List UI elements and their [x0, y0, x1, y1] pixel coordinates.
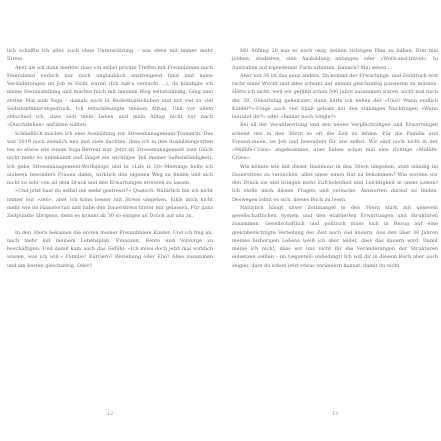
paragraph: »Und jetzt hast du selbst nie mehr gestresst?« Quatsch. Natürlich bin ich nicht immer nur »zen«, aber ich kann besser mit Stress umgehen, fühle mich nicht mehr wie im Hamsterrad und habe den Dauerstress hinter mir gelassen. Für ganz Zeitpunkte übrigens, denn es kommt ab 30 so einiges an Druck auf uns zu.: [7, 188, 213, 219]
paragraph: Natürlich hängt unser Zeitmangel in den 30ern stark mit unserem gesellschaftlichen System und den etablierten Erwartungen und Strukturen zusammen. Gesellschaftlich und politisch muss sich in Bezug auf eine gleichberechtigte Verteilung der Zeit noch viel ändern. Aus den über 30 Jahren meines bisherigen Lebens weiß ich aber leider, dass das dauern wird. Damit meine ich nicht, dass wir uns nicht für die Veränderungen der Strukturen einsetzen sollten – im Gegenteil: unbedingt! Ich will dir in diesem Buch aber auch zeigen, dass du schon jetzt etwas verändern kannst, damit du nicht: [232, 204, 438, 269]
paragraph: Wie könnte wie mit dieser Rushhour in den 30ern umgehen, statt ständig im Dauerstress zu versuchen, alles unter einen Hut zu bekommen? Wie werden wir den Druck los und bringen mehr Zufriedenheit und Leichtigkeit in unser Leben? Ich stelle mich diesen Fragen und versuche, Antworten darauf zu finden. Deswegen lohnt es sich, dieses Buch zu lesen.: [232, 163, 438, 203]
left-page: [7, 47, 213, 417]
left-page-text: [7, 47, 213, 270]
right-page-text: [232, 47, 438, 270]
paragraph: lich schaffte ich alles auch ohne Unterstützung – war eben mit immer mehr Stress.: [7, 48, 213, 63]
paragraph: Mit Anfang 20 war es noch okay, keinen richtigen Plan zu haben. Erst mal jobben, studieren, eine Ausbildung anfangen oder »Work-and-travel«. In Australien auf irgendeiner Farm arbeiten. Danach? Mal sehen …: [232, 48, 438, 71]
paragraph: In den 30ern bekamen die ersten meiner Freundinnen Kinder. Und ich fing an, mich mehr mit meinem Lebensplan, Finanzen, Rente und Vorsorge zu beschäftigen. Und damit kam auch das Gefühl: »Ich muss doch jetzt mal wirklich wissen, was ich will.« Familie? Karriere? Beziehung oder Ehe? Alles zusammen und am besten gleichzeitig. Oder?: [7, 229, 213, 269]
right-page-number: 13: [331, 411, 339, 417]
left-page-number: 12: [106, 411, 114, 417]
paragraph: Schließlich machte ich eine Ausbildung zur Stressmanagement-Trainerin. Das war 2019 noch ziemlich neu und viele dachten, dass ich in den Ausbildungsorten bei so etwas wie einem Yoga-Retreat war. Jetzt ist Stressmanagement zum Glück nicht mehr so unbekannt und längst ein wichtiges Teil meiner Selbstständigkeit. Ich gebe Stressmanagement-Workshops und in »Life is 30«-Meetings helfe ich anderen besonders Frauen dabei, wirklich den eigenen Weg zu finden und sich nicht zu sehr von all dem Druck und den Erwartungen stressen zu lassen.: [7, 130, 213, 186]
right-page: [232, 47, 438, 417]
paragraph: Aber mit 30 ist das ganz anders. Da kommt der Erwartungs- und Zeitdruck erst recht einer Wucht und alles scheint auf einmal gleichzeitig passieren zu müssen. Hätte ich nicht, weil wir gefühlt schon 500 Jahre zusammen waren, nicht mal nach der 30. Geburtstag geheiratet, dann hätte ich neben der »Und? Wann endlich Kinder?«-Frage auch viel Spaß gehabt mit den ständigen Nachfragen »Wann heiratet ihr?« oder »Immer noch Single?«: [232, 72, 438, 120]
paragraph: Bei all der Verantwortung und den neuen Verpflichtungen und Erwartungen scheint uns in den 30ern so oft die Zeit zu fehlen. Für die Familie und Freund:innen, im Job und besonders für uns selbst. Wir sind noch nicht in der »Midlife-Crisis« angekommen, aber haben schon mal eine richtige »Midlife-Crisis«.: [232, 122, 438, 162]
paragraph: Aber als ich dann merkte, dass ich selbst private Treffen mit Freundinnen nach Feierabend einfach nur noch unglaublich anstrengend fand und keine Veränderungen im Job in Sicht waren (Ich hab's versucht …), da kündigte ich meine Festanstellung und machte mich mit meinem Blog selbstständig. Ging zum ersten Mal zum Yoga – damals noch in Basketballschuhen und mit viel zu viel Selbstoptimierungsdruck. Ich entschleunigte meinen Alltag. Und vor allem entschied ich, dass sich mein Leben und mein Alltag nicht nur nach »Durchziehen« anfühlen sollten.: [7, 64, 213, 129]
